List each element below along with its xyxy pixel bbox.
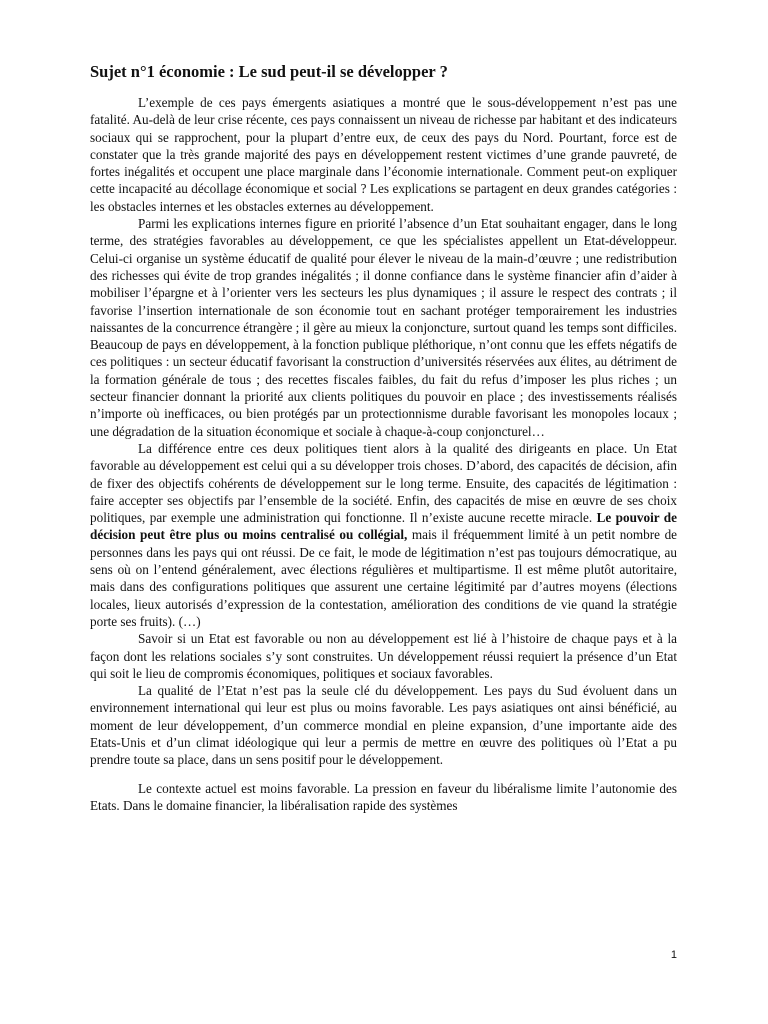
paragraph-1: L’exemple de ces pays émergents asiatiques a montré que le sous-développement n’est pas une fatalité. Au-delà de leur crise récente, ces pays connaissent un niveau de richesse par habitant et des indicateurs sociaux qui se rapprochent, pour la plupart d’entre eux, de ceux des pays du Nord. Pourtant, force est de constater que la très grande majorité des pays en développement restent victimes d’une grande pauvreté, de fortes inégalités et occupent une place marginale dans l’économie internationale. Comment peut-on expliquer cette incapacité au décollage économique et social ? Les explications se partagent en deux grandes catégories : les obstacles internes et les obstacles externes au développement. <box>90 95 677 214</box>
paragraph-3 <box>90 440 677 630</box>
paragraph-4: Savoir si un Etat est favorable ou non au développement est lié à l’histoire de chaque pays et à la façon dont les relations sociales s’y sont construites. Un développement réussi requiert la présence d’un Etat qui soit le lieu de compromis économiques, politiques et sociaux favorables. <box>90 631 677 681</box>
paragraph-5: La qualité de l’Etat n’est pas la seule clé du développement. Les pays du Sud évoluent dans un environnement international qui leur est plus ou moins favorable. Les pays asiatiques ont ainsi bénéficié, au moment de leur développement, d’un commerce mondial en pleine expansion, d’une importante aide des Etats-Unis et d’un climat idéologique qui leur a permis de mettre en œuvre des politiques où l’Etat a pu prendre toute sa place, dans un sens positif pour le développement. <box>90 683 677 768</box>
paragraph-2: Parmi les explications internes figure en priorité l’absence d’un Etat souhaitant engager, dans le long terme, des stratégies favorables au développement, ce que les spécialistes appellent un Etat-développeur. Celui-ci organise un système éducatif de qualité pour élever le niveau de la main-d’œuvre ; une redistribution des richesses qui évite de trop grandes inégalités ; il donne confiance dans le système financier afin d’aider à mobiliser l’épargne et à l’orienter vers les secteurs les plus dynamiques ; il assure le respect des contrats ; il favorise l’insertion internationale de son économie tout en sachant protéger temporairement les industries naissantes de la concurrence étrangère ; il gère au mieux la conjoncture, surtout quand les temps sont difficiles. Beaucoup de pays en développement, à la fonction publique pléthorique, n’ont connu que les effets négatifs de ces politiques : un secteur éducatif favorisant la construction d’universités réservées aux élites, au détriment de la formation générale de tous ; des recettes fiscales faibles, du fait du refus d’imposer les plus riches ; un secteur financier donnant la priorité aux clients politiques du pouvoir en place ; des investissements réalisés n’importe où inefficaces, ou bien protégés par un protectionnisme durable favorisant les monopoles locaux ; une dégradation de la situation économique et sociale à chaque-à-coup conjoncturel… <box>90 216 677 439</box>
page-number: 1 <box>670 949 677 961</box>
paragraph-3-text-end: mais il fréquemment limité à un petit nombre de personnes dans les pays qui ont réussi. De ce fait, le mode de légitimation n’est pas toujours démocratique, au sens où on l’entend généralement, avec élections régulières et multipartisme. Il est même plutôt autoritaire, mais dans des configurations politiques que assurent une certaine légitimité par d’autres moyens (élections locales, lieux autorisés d’expression de la contestation, amélioration des conditions de vie quand la stratégie porte ses fruits). (…) <box>90 527 678 629</box>
document-title: Sujet n°1 économie : Le sud peut-il se développer ? <box>90 62 448 81</box>
paragraph-3-text-start: La différence entre ces deux politiques tient alors à la qualité des dirigeants en place. Un Etat favorable au développement est celui qui a su développer trois choses. D’abord, des capacités de décision, afin de fixer des objectifs cohérents de développement sur le long terme. Ensuite, des capacités de légitimation : faire accepter ses objectifs par l’ensemble de la société. Enfin, des capacités de mise en œuvre de ses choix politiques, par exemple une administration qui fonctionne. Il n’existe aucune recette miracle. <box>90 440 677 526</box>
paragraph-3-bold-text: Le pouvoir de décision peut être plus ou moins centralisé ou collégial, <box>90 510 677 543</box>
paragraph-6: Le contexte actuel est moins favorable. La pression en faveur du libéralisme limite l’autonomie des Etats. Dans le domaine financier, la libéralisation rapide des systèmes <box>90 780 677 813</box>
